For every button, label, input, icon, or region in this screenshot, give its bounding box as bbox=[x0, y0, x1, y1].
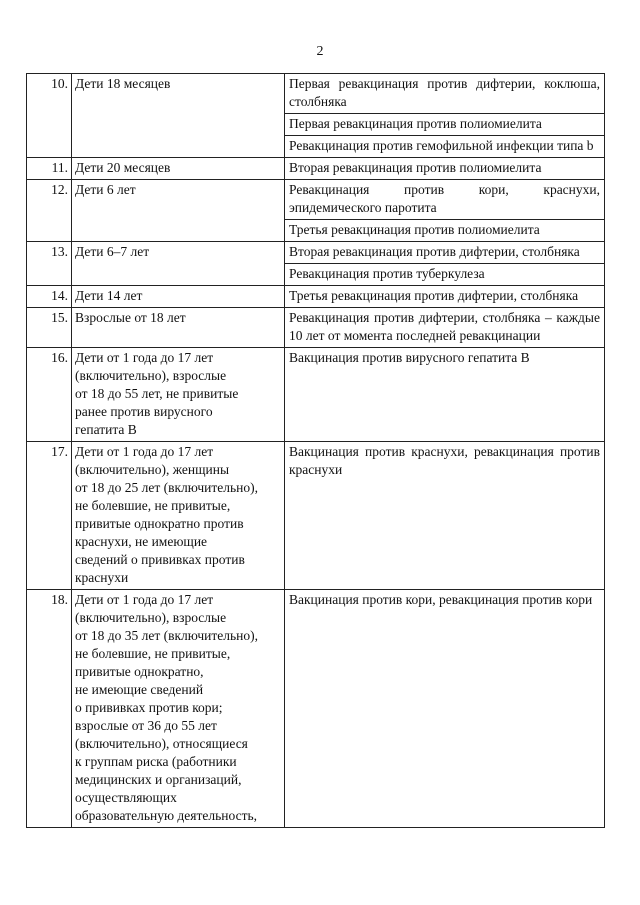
page-number: 2 bbox=[316, 44, 324, 59]
age-group-line: Дети от 1 года до 17 лет bbox=[75, 444, 214, 459]
age-group-line: не болевшие, не привитые, bbox=[75, 646, 231, 661]
age-group-line: медицинских и организаций, bbox=[75, 772, 242, 787]
vaccination-item: Вторая ревакцинация против полиомиелита bbox=[289, 160, 542, 175]
row-number: 13. bbox=[27, 242, 72, 286]
age-group-cell bbox=[72, 590, 285, 828]
vaccination-item: Вторая ревакцинация против дифтерии, столбняка bbox=[289, 244, 580, 259]
vaccination-cell bbox=[285, 442, 605, 590]
table-row bbox=[27, 180, 605, 242]
vaccination-item: Ревакцинация против кори, краснухи, эпидемического паротита bbox=[289, 182, 600, 215]
vaccination-item: Ревакцинация против туберкулеза bbox=[285, 263, 604, 285]
age-group-line: ранее против вирусного bbox=[75, 404, 213, 419]
age-group-line: не имеющие сведений bbox=[75, 682, 204, 697]
age-group-line: образовательную деятельность, bbox=[75, 808, 258, 823]
vaccination-item: Третья ревакцинация против полиомиелита bbox=[285, 219, 604, 241]
vaccination-item: Вакцинация против вирусного гепатита В bbox=[289, 350, 530, 365]
vaccination-item: Первая ревакцинация против полиомиелита bbox=[285, 113, 604, 135]
table-row bbox=[27, 286, 605, 308]
vaccination-cell bbox=[285, 286, 605, 308]
age-group-line: сведений о прививках против bbox=[75, 552, 245, 567]
row-number: 10. bbox=[27, 74, 72, 158]
table-row bbox=[27, 442, 605, 590]
age-group-line: (включительно), относящиеся bbox=[75, 736, 248, 751]
age-group-line: (включительно), женщины bbox=[75, 462, 230, 477]
age-group-line: Дети 20 месяцев bbox=[75, 160, 171, 175]
age-group-cell bbox=[72, 180, 285, 242]
age-group-cell bbox=[72, 242, 285, 286]
age-group-line: Дети от 1 года до 17 лет bbox=[75, 592, 214, 607]
vaccination-item: Первая ревакцинация против дифтерии, коклюша, столбняка bbox=[289, 76, 600, 109]
vaccination-cell bbox=[285, 180, 605, 242]
vaccination-cell bbox=[285, 308, 605, 348]
age-group-line: (включительно), взрослые bbox=[75, 368, 227, 383]
vaccination-cell bbox=[285, 242, 605, 286]
table-row bbox=[27, 242, 605, 286]
row-number: 16. bbox=[27, 348, 72, 442]
vaccination-cell bbox=[285, 158, 605, 180]
table-row bbox=[27, 158, 605, 180]
table-row bbox=[27, 590, 605, 828]
table-row bbox=[27, 348, 605, 442]
age-group-line: Дети 18 месяцев bbox=[75, 76, 171, 91]
age-group-line: краснухи bbox=[75, 570, 129, 585]
age-group-line: не болевшие, не привитые, bbox=[75, 498, 231, 513]
age-group-cell bbox=[72, 442, 285, 590]
vaccination-item: Вакцинация против краснухи, ревакцинация против краснухи bbox=[289, 444, 600, 477]
age-group-line: привитые однократно, bbox=[75, 664, 204, 679]
vaccination-cell bbox=[285, 348, 605, 442]
vaccination-item: Третья ревакцинация против дифтерии, столбняка bbox=[289, 288, 579, 303]
age-group-cell bbox=[72, 308, 285, 348]
row-number: 18. bbox=[27, 590, 72, 828]
age-group-line: (включительно), взрослые bbox=[75, 610, 227, 625]
age-group-cell bbox=[72, 158, 285, 180]
table-row bbox=[27, 74, 605, 158]
age-group-line: Дети 6 лет bbox=[75, 182, 136, 197]
age-group-line: к группам риска (работники bbox=[75, 754, 237, 769]
age-group-line: Дети от 1 года до 17 лет bbox=[75, 350, 214, 365]
age-group-line: привитые однократно против bbox=[75, 516, 244, 531]
row-number: 14. bbox=[27, 286, 72, 308]
row-number: 17. bbox=[27, 442, 72, 590]
age-group-line: о прививках против кори; bbox=[75, 700, 223, 715]
row-number: 12. bbox=[27, 180, 72, 242]
age-group-line: от 18 до 55 лет, не привитые bbox=[75, 386, 239, 401]
age-group-line: Взрослые от 18 лет bbox=[75, 310, 186, 325]
row-number: 15. bbox=[27, 308, 72, 348]
vaccination-item: Ревакцинация против дифтерии, столбняка – каждые 10 лет от момента последней ревакцинации bbox=[289, 310, 600, 343]
age-group-line: осуществляющих bbox=[75, 790, 177, 805]
vaccination-item: Ревакцинация против гемофильной инфекции типа b bbox=[285, 135, 604, 157]
age-group-line: гепатита В bbox=[75, 422, 137, 437]
age-group-cell bbox=[72, 286, 285, 308]
age-group-cell bbox=[72, 74, 285, 158]
age-group-cell bbox=[72, 348, 285, 442]
vaccination-cell bbox=[285, 74, 605, 158]
age-group-line: Дети 6–7 лет bbox=[75, 244, 150, 259]
age-group-line: от 18 до 35 лет (включительно), bbox=[75, 628, 258, 643]
age-group-line: краснухи, не имеющие bbox=[75, 534, 208, 549]
age-group-line: взрослые от 36 до 55 лет bbox=[75, 718, 217, 733]
vaccination-item: Вакцинация против кори, ревакцинация против кори bbox=[289, 592, 593, 607]
vaccination-schedule-table bbox=[26, 73, 605, 828]
age-group-line: от 18 до 25 лет (включительно), bbox=[75, 480, 258, 495]
age-group-line: Дети 14 лет bbox=[75, 288, 143, 303]
table-row bbox=[27, 308, 605, 348]
row-number: 11. bbox=[27, 158, 72, 180]
vaccination-cell bbox=[285, 590, 605, 828]
